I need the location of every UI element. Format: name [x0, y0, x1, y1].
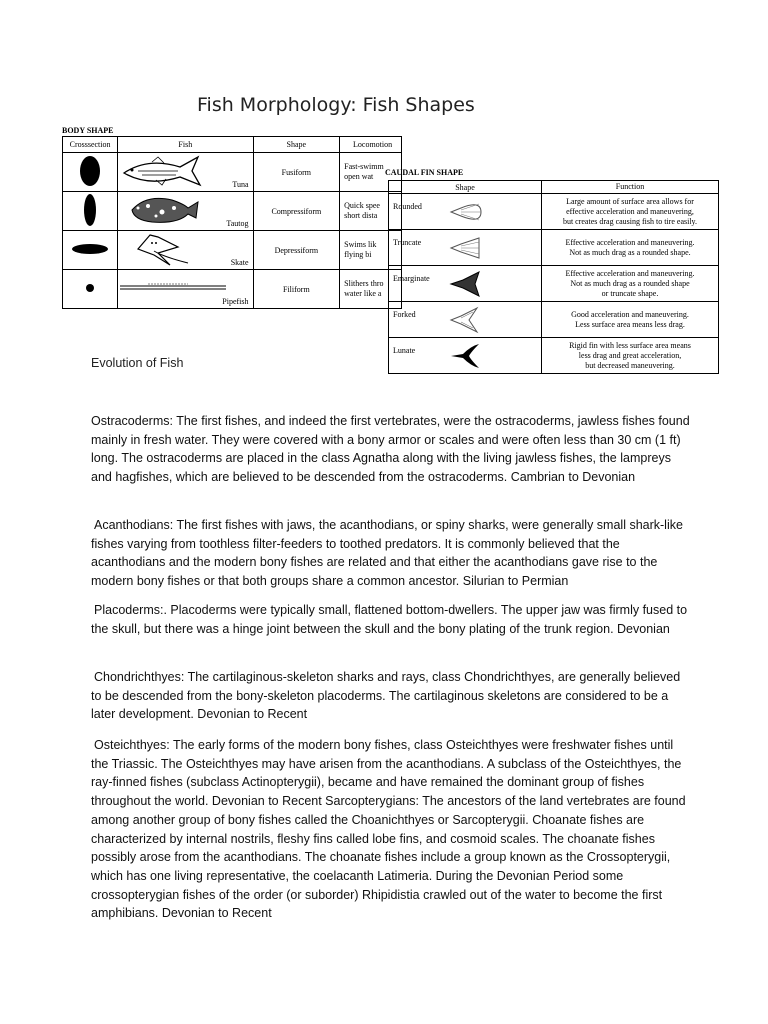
shape-cell: Depressiform — [253, 231, 340, 270]
header-function: Function — [542, 181, 719, 194]
table-row — [63, 270, 402, 309]
table-row — [63, 192, 402, 231]
emarginate-fin-icon — [447, 270, 487, 298]
locomotion-line: Quick spee — [344, 201, 380, 210]
fish-name: Skate — [230, 258, 249, 267]
fin-shape-label: Emarginate — [393, 274, 430, 283]
fin-function-cell — [542, 338, 719, 374]
shape-cell: Fusiform — [253, 153, 340, 192]
paragraph-osteichthyes: Osteichthyes: The early forms of the modern bony fishes, class Osteichthyes were freshwater fishes until the Triassic. The Osteichthyes may have arisen from the acanthodians. A subclass of the Osteichthyes, the ray-finned fishes (subclass Actinopterygii), became and have remained the dominant group of fishes throughout the world. Devonian to Recent Sarcopterygians: The ancestors of the land vertebrates are found among another group of bony fishes called the Choanichthyes or Sarcopterygii. Choanate fishes are characterized by internal nostrils, fleshy fins called lobe fins, and cosmoid scales. The choanate fishes possibly arose from the acanthodians. The choanate fishes include a group known as the Crossopterygii, which has one living representative, the coelacanth Latimeria. During the Devonian Period some crossopterygian fishes of the order (or suborder) Rhipidistia crawled out of the water to become the first amphibians. Devonian to Recent — [91, 738, 686, 921]
function-line: Not as much drag as a rounded shape. — [569, 247, 691, 257]
body-shape-table — [62, 136, 402, 309]
body-shape-table-image — [62, 136, 393, 310]
table-row — [389, 302, 719, 338]
function-line: Less surface area means less drag. — [575, 319, 685, 329]
page-title: Fish Morphology: Fish Shapes — [197, 94, 475, 116]
fin-shape-cell — [389, 302, 542, 338]
locomotion-line: Swims lik — [344, 240, 377, 249]
table-row — [389, 230, 719, 266]
header-crosssection: Crosssection — [63, 137, 118, 153]
crosssection-flat-icon — [63, 231, 118, 270]
paragraph-placoderms: Placoderms:. Placoderms were typically small, flattened bottom-dwellers. The upper jaw was firmly fused to the skull, but there was a hinge joint between the skull and the bony plating of the trunk region. Devonian — [91, 603, 688, 636]
fin-function-cell — [542, 302, 719, 338]
fish-cell — [118, 192, 253, 231]
table-row — [63, 153, 402, 192]
locomotion-line: Fast-swimm — [344, 162, 384, 171]
fin-shape-cell — [389, 266, 542, 302]
function-line: Effective acceleration and maneuvering. — [565, 268, 695, 278]
fin-shape-label: Forked — [393, 310, 416, 319]
function-line: Good acceleration and maneuvering. — [571, 309, 689, 319]
paragraph-chondrichthyes: Chondrichthyes: The cartilaginous-skeleton sharks and rays, class Chondrichthyes, are generally believed to be descended from the bony-skeleton placoderms. The cartilaginous skeletons are considered to be a later development. Devonian to Recent — [91, 670, 681, 722]
table-row — [389, 266, 719, 302]
fin-function-cell — [542, 266, 719, 302]
header-locomotion: Locomotion — [340, 137, 402, 153]
caudal-fin-table — [388, 180, 719, 374]
function-line: less drag and great acceleration, — [578, 350, 682, 360]
header-shape: Shape — [253, 137, 340, 153]
caudal-fin-table-image — [388, 180, 719, 374]
pipefish-icon — [118, 270, 228, 306]
function-line: Rigid fin with less surface area means — [569, 340, 691, 350]
fin-shape-cell — [389, 230, 542, 266]
paragraph-acanthodians: Acanthodians: The first fishes with jaws, the acanthodians, or spiny sharks, were generally small shark-like fishes varying from toothless filter-feeders to toothed predators. It is commonly believed that the acanthodians and the modern bony fishes are related and that either the acanthodians gave rise to the modern bony fishes or that both groups share a common ancestor. Silurian to Permian — [91, 518, 683, 589]
locomotion-line: open wat — [344, 172, 374, 181]
locomotion-line: flying bi — [344, 250, 372, 259]
fin-shape-cell — [389, 194, 542, 230]
table-row — [63, 231, 402, 270]
function-line: but creates drag causing fish to tire easily. — [562, 216, 698, 226]
fish-cell — [118, 153, 253, 192]
table-row — [389, 194, 719, 230]
function-line: effective acceleration and maneuvering, — [566, 206, 694, 216]
fish-cell — [118, 270, 253, 309]
fin-shape-cell — [389, 338, 542, 374]
fish-name: Tuna — [232, 180, 249, 189]
body-shape-caption: BODY SHAPE — [62, 126, 114, 135]
fish-cell — [118, 231, 253, 270]
fin-shape-label: Rounded — [393, 202, 422, 211]
fin-function-cell — [542, 230, 719, 266]
function-line: Not as much drag as a rounded shape — [570, 278, 690, 288]
forked-fin-icon — [447, 306, 487, 334]
skate-icon — [118, 231, 208, 267]
locomotion-line: water like a — [344, 289, 382, 298]
shape-cell: Filiform — [253, 270, 340, 309]
fish-name: Tautog — [226, 219, 249, 228]
fin-shape-label: Truncate — [393, 238, 422, 247]
crosssection-round-icon — [63, 270, 118, 309]
locomotion-line: short dista — [344, 211, 378, 220]
caudal-fin-caption: CAUDAL FIN SHAPE — [385, 168, 464, 177]
function-line: but decreased maneuvering. — [585, 360, 675, 370]
function-line: or truncate shape. — [601, 288, 659, 298]
section-heading: Evolution of Fish — [91, 356, 184, 370]
paragraph-ostracoderms: Ostracoderms: The first fishes, and indeed the first vertebrates, were the ostracoderms, jawless fishes found mainly in fresh water. They were covered with a bony armor or scales and were often less than 30 cm (1 ft) long. The ostracoderms are placed in the class Agnatha along with the living jawless fishes, the lampreys and hagfishes, which are believed to be descended from the ostracoderms. Cambrian to Devonian — [91, 414, 690, 485]
shape-cell: Compressiform — [253, 192, 340, 231]
lunate-fin-icon — [447, 342, 487, 370]
fin-function-cell — [542, 194, 719, 230]
function-line: Large amount of surface area allows for — [566, 196, 694, 206]
locomotion-line: Slithers thro — [344, 279, 384, 288]
fish-name: Pipefish — [222, 297, 249, 306]
header-shape: Shape — [389, 181, 542, 194]
truncate-fin-icon — [447, 234, 487, 262]
function-line: Effective acceleration and maneuvering. — [565, 237, 695, 247]
rounded-fin-icon — [447, 198, 487, 226]
tautog-icon — [118, 192, 208, 228]
crosssection-narrow-icon — [63, 192, 118, 231]
header-fish: Fish — [118, 137, 253, 153]
crosssection-oval-icon — [63, 153, 118, 192]
table-row — [389, 338, 719, 374]
tuna-icon — [118, 153, 208, 189]
fin-shape-label: Lunate — [393, 346, 416, 355]
